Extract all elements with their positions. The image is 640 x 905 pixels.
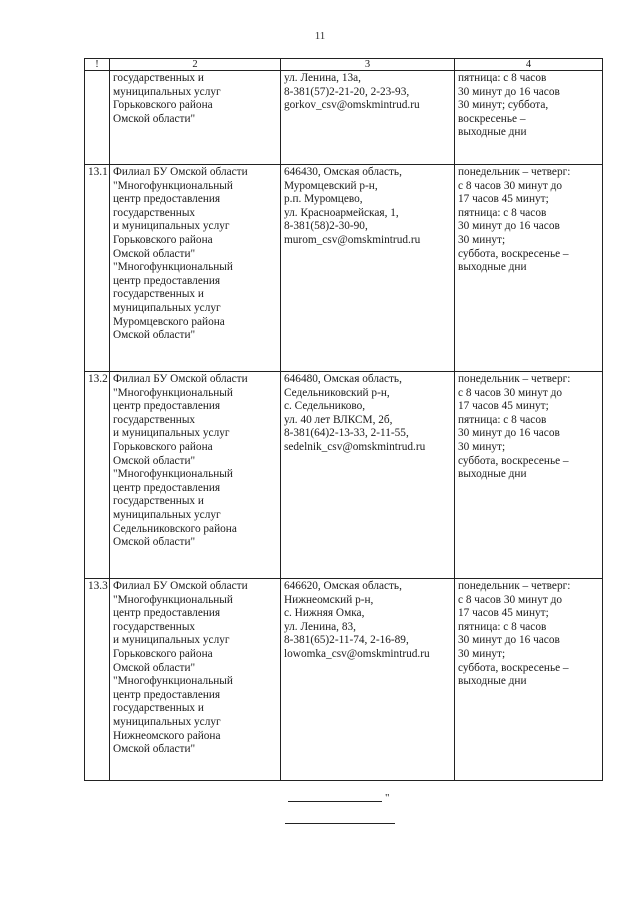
row-number: 13.2 <box>85 372 110 579</box>
row-number: 13.1 <box>85 165 110 372</box>
branch-address: ул. Ленина, 13а, 8-381(57)2-21-20, 2-23-93, gorkov_csv@omskmintrud.ru <box>281 71 455 165</box>
branch-hours: понедельник – четверг: с 8 часов 30 минут до 17 часов 45 минут; пятница: с 8 часов 30 минут до 16 часов 30 минут; суббота, воскресенье – выходные дни <box>455 579 603 781</box>
row-number <box>85 71 110 165</box>
closing-quote: " <box>385 792 390 804</box>
branch-address: 646430, Омская область, Муромцевский р-н, р.п. Муромцево, ул. Красноармейская, 1, 8-381(58)2-30-90, murom_csv@omskmintrud.ru <box>281 165 455 372</box>
table-header-row <box>85 59 603 71</box>
column-header-num: ! <box>85 59 110 71</box>
branch-address: 646480, Омская область, Седельниковский р-н, с. Седельниково, ул. 40 лет ВЛКСМ, 2б, 8-381(64)2-13-33, 2-11-55, sedelnik_csv@omskmintrud.ru <box>281 372 455 579</box>
branch-name: государственных и муниципальных услуг Горьковского района Омской области" <box>110 71 281 165</box>
mfc-branches-table <box>84 58 603 781</box>
branch-hours: пятница: с 8 часов 30 минут до 16 часов 30 минут; суббота, воскресенье – выходные дни <box>455 71 603 165</box>
table-row <box>85 579 603 781</box>
table-row <box>85 372 603 579</box>
separator-line <box>285 823 395 824</box>
branch-hours: понедельник – четверг: с 8 часов 30 минут до 17 часов 45 минут; пятница: с 8 часов 30 минут до 16 часов 30 минут; суббота, воскресенье – выходные дни <box>455 165 603 372</box>
column-header-name: 2 <box>110 59 281 71</box>
branch-hours: понедельник – четверг: с 8 часов 30 минут до 17 часов 45 минут; пятница: с 8 часов 30 минут до 16 часов 30 минут; суббота, воскресенье – выходные дни <box>455 372 603 579</box>
page-number: 11 <box>314 30 326 42</box>
table-row <box>85 165 603 372</box>
branch-name: Филиал БУ Омской области "Многофункциональный центр предоставления государственных и муниципальных услуг Горьковского района Омской области" "Многофункциональный центр предоставления государственных и муниципальных услуг Седельниковского района Омской области" <box>110 372 281 579</box>
column-header-hours: 4 <box>455 59 603 71</box>
closing-line <box>288 801 382 802</box>
branch-name: Филиал БУ Омской области "Многофункциональный центр предоставления государственных и муниципальных услуг Горьковского района Омской области" "Многофункциональный центр предоставления государственных и муниципальных услуг Нижнеомского района Омской области" <box>110 579 281 781</box>
branch-address: 646620, Омская область, Нижнеомский р-н, с. Нижняя Омка, ул. Ленина, 83, 8-381(65)2-11-74, 2-16-89, lowomka_csv@omskmintrud.ru <box>281 579 455 781</box>
column-header-address: 3 <box>281 59 455 71</box>
row-number: 13.3 <box>85 579 110 781</box>
table-row <box>85 71 603 165</box>
branch-name: Филиал БУ Омской области "Многофункциональный центр предоставления государственных и муниципальных услуг Горьковского района Омской области" "Многофункциональный центр предоставления государственных и муниципальных услуг Муромцевского района Омской области" <box>110 165 281 372</box>
